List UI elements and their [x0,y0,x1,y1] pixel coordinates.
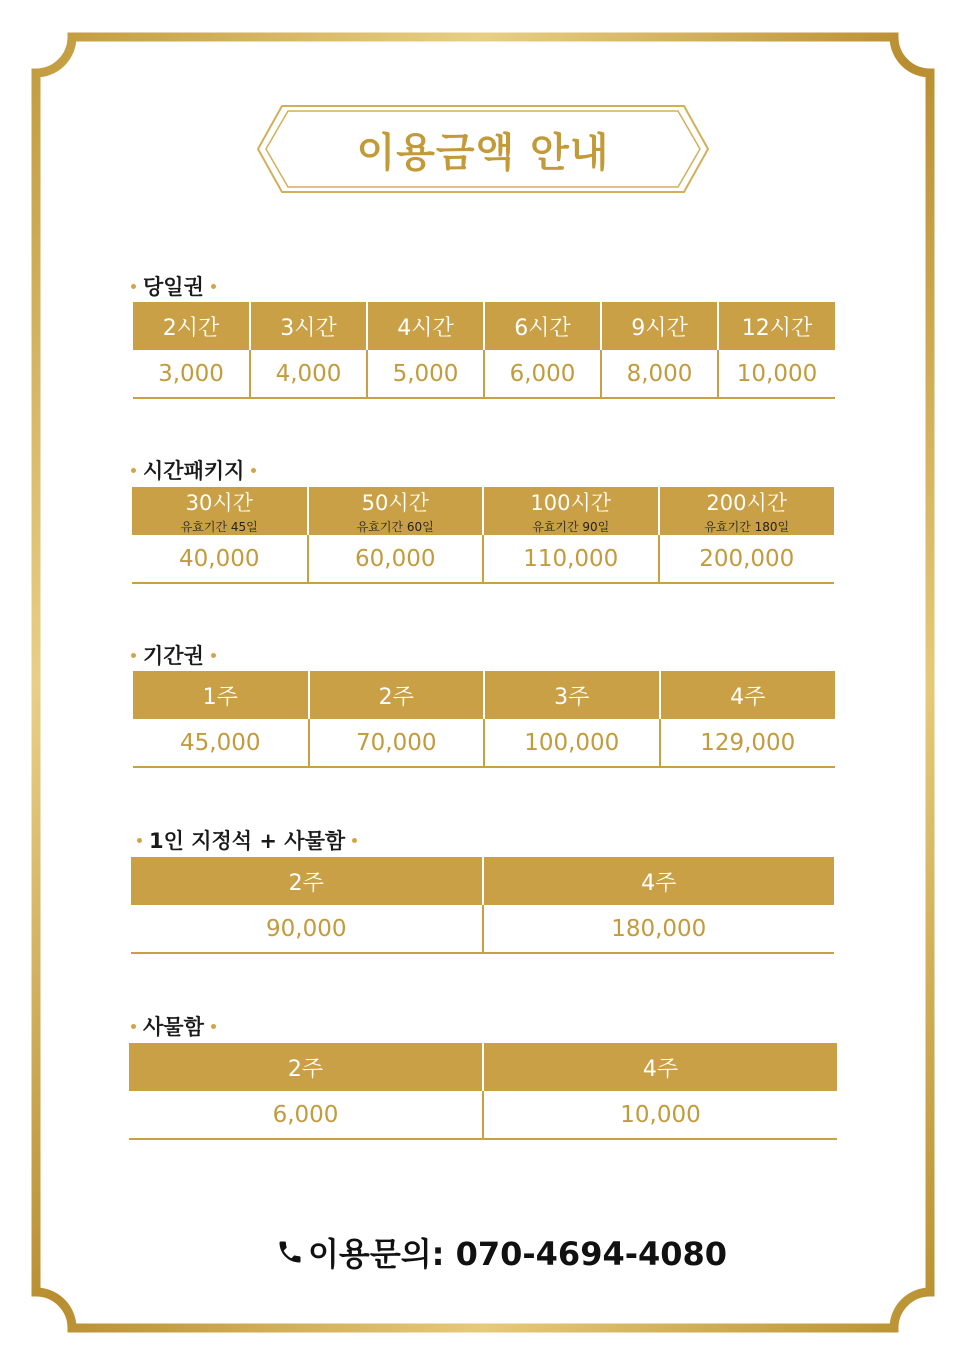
price-table-reserved-seat [131,857,834,954]
contact-label: 이용문의: 070-4694-4080 [308,1235,728,1273]
header-cell: 1주 [133,671,309,719]
price-cell: 5,000 [367,350,484,398]
section-title-locker [124,1011,223,1041]
header-cell [659,487,835,535]
validity-label: 유효기간 45일 [180,520,258,534]
section-title-daily [124,271,223,301]
header-row [132,487,834,535]
price-cell: 45,000 [133,719,309,767]
header-cell [132,487,308,535]
section-title-text: 시간패키지 [143,459,245,483]
section-title-text: 당일권 [143,275,204,299]
page-title: 이용금액 안내 [356,129,610,176]
price-cell: 10,000 [483,1091,837,1139]
price-cell: 10,000 [718,350,835,398]
bullet-dot [131,653,136,658]
price-cell: 8,000 [601,350,718,398]
price-cell: 40,000 [132,535,308,583]
bullet-dot [352,838,357,843]
price-cell: 60,000 [308,535,484,583]
price-table-daily [133,302,835,399]
price-table-package [132,487,834,584]
section-title-text: 사물함 [143,1015,204,1039]
header-cell: 4주 [660,671,836,719]
header-row [129,1043,837,1091]
price-cell: 6,000 [484,350,601,398]
header-label: 200시간 [706,491,788,515]
header-row [133,302,835,350]
validity-label: 유효기간 90일 [532,520,610,534]
price-row [133,719,835,767]
header-cell: 12시간 [718,302,835,350]
header-row [133,671,835,719]
header-cell [308,487,484,535]
contact-line[interactable] [276,1229,727,1275]
price-row [133,350,835,398]
section-title-text: 기간권 [143,644,204,668]
price-table-period [133,671,835,768]
section-title-text: 1인 지정석 + 사물함 [149,829,346,853]
price-cell: 6,000 [129,1091,483,1139]
validity-label: 유효기간 180일 [704,520,790,534]
header-cell: 2주 [131,857,483,905]
price-cell: 3,000 [133,350,250,398]
header-cell: 2주 [309,671,485,719]
price-row [129,1091,837,1139]
price-cell: 100,000 [484,719,660,767]
header-label: 30시간 [185,491,253,515]
header-label: 50시간 [361,491,429,515]
header-row [131,857,834,905]
bullet-dot [211,653,216,658]
validity-label: 유효기간 60일 [356,520,434,534]
header-cell: 2시간 [133,302,250,350]
price-cell: 129,000 [660,719,836,767]
section-title-reserved-seat [130,825,364,855]
header-cell: 6시간 [484,302,601,350]
header-cell: 2주 [129,1043,483,1091]
price-cell: 4,000 [250,350,367,398]
price-table-locker [129,1043,837,1140]
title-banner [256,104,710,194]
bullet-dot [131,468,136,473]
header-cell: 4시간 [367,302,484,350]
price-cell: 90,000 [131,905,483,953]
section-title-period [124,640,223,670]
bullet-dot [251,468,256,473]
header-label: 100시간 [530,491,612,515]
section-title-package [124,455,263,485]
header-cell: 9시간 [601,302,718,350]
header-cell: 3시간 [250,302,367,350]
price-cell: 70,000 [309,719,485,767]
bullet-dot [211,284,216,289]
header-cell [483,487,659,535]
bullet-dot [211,1024,216,1029]
bullet-dot [137,838,142,843]
price-row [132,535,834,583]
header-cell: 4주 [483,1043,837,1091]
price-cell: 180,000 [483,905,835,953]
price-row [131,905,834,953]
phone-icon [276,1237,304,1267]
header-cell: 3주 [484,671,660,719]
price-cell: 200,000 [659,535,835,583]
bullet-dot [131,284,136,289]
bullet-dot [131,1024,136,1029]
header-cell: 4주 [483,857,835,905]
price-cell: 110,000 [483,535,659,583]
